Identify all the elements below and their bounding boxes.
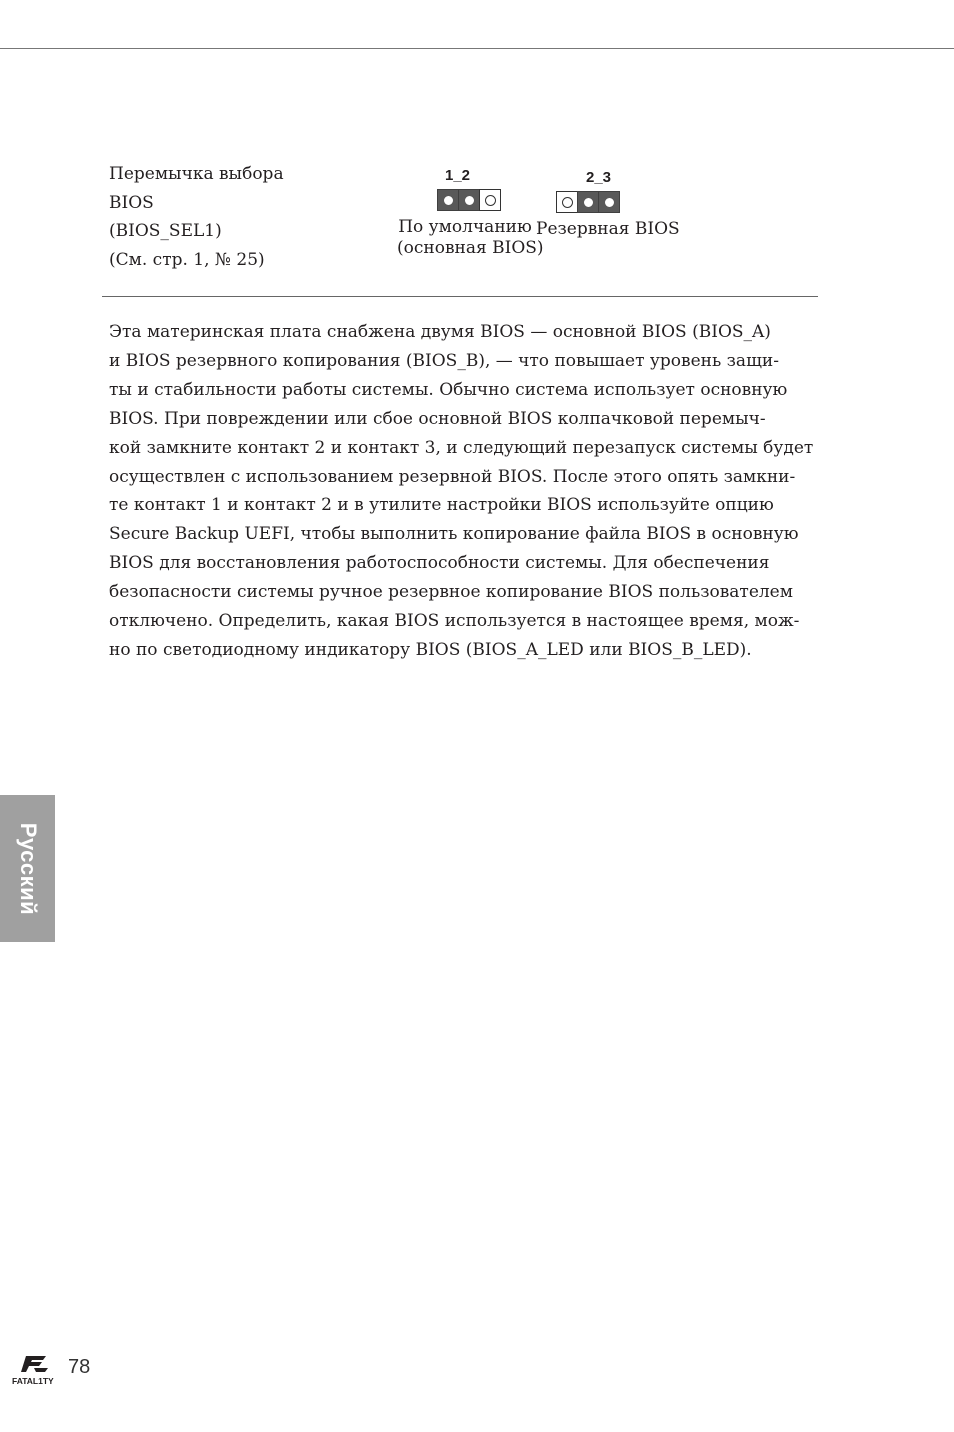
default-caption-line: (основная BIOS) <box>397 238 544 258</box>
language-tab <box>0 795 55 942</box>
pin-1-shorted <box>437 189 459 211</box>
default-pins-label: 1_2 <box>445 167 471 184</box>
body-line: отключено. Определить, какая BIOS используется в настоящее время, мож- <box>109 611 800 632</box>
body-line: ты и стабильности работы системы. Обычно система использует основную <box>109 379 788 400</box>
body-paragraph <box>109 318 814 665</box>
backup-caption-line: Резервная BIOS <box>536 219 680 239</box>
default-caption-line: По умолчанию <box>398 217 532 237</box>
section-divider <box>102 296 818 297</box>
top-rule <box>0 48 954 49</box>
jumper-label-line: (См. стр. 1, № 25) <box>109 250 265 271</box>
pin-2-shorted <box>577 191 599 213</box>
body-line: кой замкните контакт 2 и контакт 3, и следующий перезапуск системы будет <box>109 437 814 458</box>
pin-3-open <box>479 189 501 211</box>
body-line: осуществлен с использованием резервной BIOS. После этого опять замкни- <box>109 466 796 487</box>
body-line: те контакт 1 и контакт 2 и в утилите настройки BIOS используйте опцию <box>109 495 774 516</box>
page-number: 78 <box>68 1356 91 1378</box>
default-caption <box>397 217 544 259</box>
pin-3-shorted <box>598 191 620 213</box>
fatal1ty-logo-icon <box>12 1354 62 1388</box>
body-line: но по светодиодному индикатору BIOS (BIOS_A_LED или BIOS_B_LED). <box>109 639 752 660</box>
pin-2-shorted <box>458 189 480 211</box>
jumper-label-line: Перемычка выбора <box>109 164 284 184</box>
jumper-diagram-default <box>437 189 501 211</box>
body-line: BIOS. При повреждении или сбое основной BIOS колпачковой перемыч- <box>109 408 766 429</box>
body-line: Secure Backup UEFI, чтобы выполнить копирование файла BIOS в основную <box>109 524 799 545</box>
body-line: BIOS для восстановления работоспособности системы. Для обеспечения <box>109 553 770 574</box>
jumper-label-line: (BIOS_SEL1) <box>109 221 222 242</box>
jumper-diagram-backup <box>556 191 620 213</box>
body-line: и BIOS резервного копирования (BIOS_B), — что повышает уровень защи- <box>109 350 779 371</box>
logo-text: FATAL1TY <box>12 1376 54 1386</box>
backup-pins-label: 2_3 <box>586 169 612 186</box>
body-line: безопасности системы ручное резервное копирование BIOS пользователем <box>109 582 793 603</box>
language-tab-label: Русский <box>15 822 41 915</box>
jumper-label-line: BIOS <box>109 192 154 213</box>
pin-1-open <box>556 191 578 213</box>
jumper-label <box>109 160 284 275</box>
backup-caption <box>536 219 680 240</box>
body-line: Эта материнская плата снабжена двумя BIOS — основной BIOS (BIOS_A) <box>109 322 771 342</box>
